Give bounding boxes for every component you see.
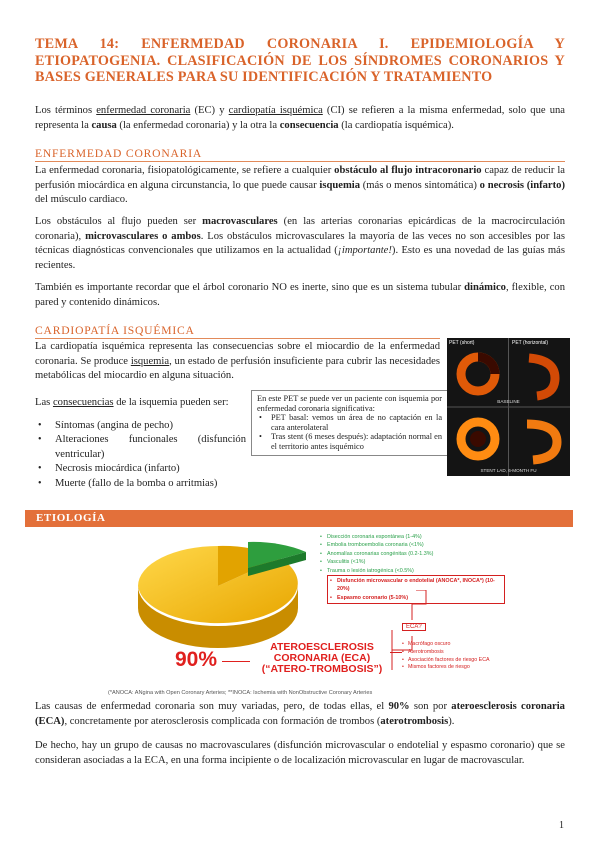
list-item: • Mismos factores de riesgo xyxy=(402,664,522,672)
etiology-heading: ETIOLOGÍA xyxy=(36,512,106,524)
list-item: • Asociación factores de riesgo ECA xyxy=(402,657,522,665)
percentage-connector xyxy=(222,661,250,662)
eca-question-box: ECA? xyxy=(402,623,426,631)
paragraph-consequences: Las consecuencias de la isquemia pueden ser: xyxy=(35,397,229,408)
list-item: • Embolia tromboembolia coronaria (<1%) xyxy=(320,541,498,549)
paragraph-obstacles: Los obstáculos al flujo pueden ser macrovasculares (en las arterias coronarias epicárdicas de la macrocirculación coronaria), microvasculares o ambos. Los obstáculos microvasculares la mayoría de las veces no son accesibles por las técnicas diagnósticas convencionales que utilizamos en la actualidad (¡importante!). Esto es una novedad de las guías más recientes. xyxy=(35,216,565,271)
paragraph-ischemic-definition: La cardiopatía isquémica representa las consecuencias sobre el miocardio de la enfermedad coronaria. Se produce isquemia, un estado de perfusión insuficiente para cubrir las necesidades metabólicas del miocardio en alguna situación. xyxy=(35,341,441,382)
list-item: • Trauma o lesión iatrogénica (<0.5%) xyxy=(320,567,498,575)
list-item: • Disfunción microvascular o endotelial (ANOCA*, INOCA*) (10-20%) xyxy=(330,577,502,594)
consequences-list xyxy=(38,419,246,491)
pet-label-short: PET (short) xyxy=(449,340,475,346)
page-title: TEMA 14: ENFERMEDAD CORONARIA I. EPIDEMIOLOGÍA Y ETIOPATOGENIA. CLASIFICACIÓN DE LOS SÍNDROMES CORONARIOS Y BASES GENERALES PARA SU IDENTIFICACIÓN Y TRATAMIENTO xyxy=(35,36,565,85)
other-causes-list xyxy=(320,533,498,575)
list-item: • Vasculitis (<1%) xyxy=(320,558,498,566)
paragraph-causes: Las causas de enfermedad coronaria son muy variadas, pero, de todas ellas, el 90% son por ateroesclerosis coronaria (ECA), concretamente por aterosclerosis complicada con formación de trombos (aterotrombosis). xyxy=(35,701,565,727)
atherosclerosis-label: ATEROESCLEROSIS CORONARIA (ECA) (“ATERO-TROMBOSIS”) xyxy=(261,641,383,675)
intro-paragraph: Los términos enfermedad coronaria (EC) y cardiopatía isquémica (CI) se refieren a la misma enfermedad, solo que una representa la causa (la enfermedad coronaria) y la otra la consecuencia (la cardiopatía isquémica). xyxy=(35,105,565,131)
list-item: • Espasmo coronario (5-10%) xyxy=(330,594,502,602)
list-item: • Necrosis miocárdica (infarto) xyxy=(38,462,246,476)
list-item: • Macrófago oscuro xyxy=(402,641,522,649)
footnote: (*ANOCA: ANgina with Open Coronary Arteries; **INOCA: Ischemia with NonObstructive Coronary Arteries xyxy=(108,690,373,696)
list-item: • Disección coronaria espontánea (1-4%) xyxy=(320,533,498,541)
paragraph-dynamic-tree: También es importante recordar que el árbol coronario NO es inerte, sino que es un sistema tubular dinámico, flexible, con pared y contenido dinámicos. xyxy=(35,282,566,308)
page-number: 1 xyxy=(559,820,564,831)
paragraph-non-macrovascular: De hecho, hay un grupo de causas no macrovasculares (disfunción microvascular o endotelial y espasmo coronario) que se consideran asociadas a la ECA, en una forma incipiente o de localización microvascular en lugar de macrovascular. xyxy=(35,740,565,766)
section-heading-enfermedad-coronaria: ENFERMEDAD CORONARIA xyxy=(35,147,203,160)
etiology-header-bar xyxy=(25,510,573,527)
section-divider xyxy=(35,161,565,162)
section-divider xyxy=(35,338,440,339)
pet-scan-image xyxy=(447,338,570,476)
list-item: • Anomalías coronarias congénitas (0.2-1.3%) xyxy=(320,550,498,558)
pet-note-intro: En este PET se puede ver un paciente con isquemia por enfermedad coronaria significativa: xyxy=(257,394,442,413)
pet-label-followup: STENT LAD, 6-MONTH FU xyxy=(480,468,537,473)
pet-scan-graphic xyxy=(447,338,570,476)
percentage-label: 90% xyxy=(175,648,218,671)
list-item: • Alteraciones funcionales (disfunción ventricular) xyxy=(38,433,246,462)
pet-note-item: • PET basal: vemos un área de no captación en la cara anterolateral xyxy=(257,413,442,432)
pet-label-horizontal: PET (horizontal) xyxy=(512,340,549,346)
list-item: • Síntomas (angina de pecho) xyxy=(38,419,246,433)
section-heading-cardiopatia-isquemica: CARDIOPATÍA ISQUÉMICA xyxy=(35,324,195,337)
list-item: • Muerte (fallo de la bomba o arritmias) xyxy=(38,477,246,491)
paragraph-definition: La enfermedad coronaria, fisiopatológicamente, se refiere a cualquier obstáculo al flujo intracoronario capaz de reducir la perfusión miocárdica en alguna circunstancia, lo que puede causar isquemia (más o menos sintomática) o necrosis (infarto) del músculo cardiaco. xyxy=(35,165,565,206)
atherosclerosis-connector xyxy=(390,652,402,653)
atherosclerosis-details-list xyxy=(402,641,522,672)
pet-note-item: • Tras stent (6 meses después): adaptación normal en el territorio antes isquémico xyxy=(257,432,442,451)
pet-label-baseline: BASELINE xyxy=(497,399,520,404)
list-item: • Aterotrombosis xyxy=(402,649,522,657)
pet-note-box xyxy=(251,390,448,456)
